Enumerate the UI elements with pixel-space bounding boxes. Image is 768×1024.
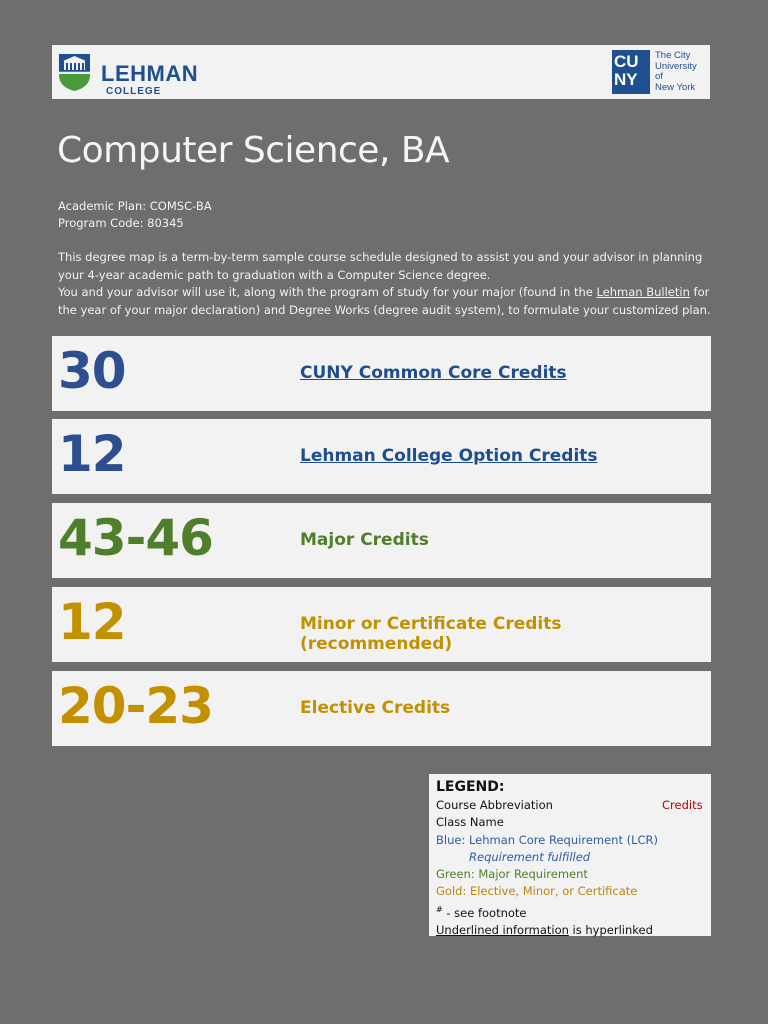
cuny-logo-box	[612, 50, 650, 94]
credit-card-major	[52, 503, 711, 578]
lehman-logo-text: LEHMAN	[101, 61, 199, 86]
credit-number: 12	[58, 425, 126, 483]
cuny-box-text: CU NY	[614, 52, 639, 89]
lehman-option-link[interactable]: Lehman College Option Credits	[300, 446, 598, 466]
legend-row	[436, 797, 711, 814]
credit-number: 30	[58, 342, 126, 400]
legend-hyperlink	[436, 922, 711, 939]
legend-requirement-fulfilled: Requirement fulfilled	[469, 849, 591, 864]
legend-class-name: Class Name	[436, 815, 504, 830]
credit-number: 43-46	[58, 509, 213, 567]
legend-heading: LEGEND:	[436, 779, 505, 795]
lehman-bulletin-link[interactable]: Lehman Bulletin	[596, 285, 690, 299]
cuny-text-line: of	[655, 71, 663, 82]
legend-green: Green: Major Requirement	[436, 867, 588, 882]
hyperlinked-text: is hyperlinked	[568, 922, 653, 937]
footnote-mark: #	[436, 904, 443, 914]
cuny-common-core-link[interactable]: CUNY Common Core Credits	[300, 363, 567, 383]
description-line: This degree map is a term-by-term sample course schedule designed to assist you and your advisor in planning	[58, 250, 703, 264]
credit-card-lehman-option	[52, 419, 711, 494]
credit-label: Major Credits	[300, 530, 429, 550]
academic-plan: Academic Plan: COMSC-BA	[58, 199, 212, 213]
credit-label: Minor or Certificate Credits (recommended)	[300, 614, 562, 654]
credit-card-minor	[52, 587, 711, 662]
legend-credits: Credits	[662, 798, 703, 812]
legend-footnote	[436, 901, 711, 922]
legend-box	[429, 774, 711, 936]
cuny-text-line: The City	[655, 50, 691, 61]
credit-card-cuny-core	[52, 336, 711, 411]
description-line: the year of your major declaration) and Degree Works (degree audit system), to formulate your customized plan.	[58, 302, 711, 317]
description-text: for	[689, 285, 710, 299]
header-bar	[52, 45, 710, 99]
lehman-shield-icon	[58, 53, 91, 92]
footnote-text: - see footnote	[442, 905, 527, 920]
credit-label: Elective Credits	[300, 698, 451, 718]
underlined-info: Underlined information	[436, 922, 569, 937]
description-line: your 4-year academic path to graduation with a Computer Science degree.	[58, 267, 491, 282]
page-title: Computer Science, BA	[57, 130, 450, 171]
program-meta	[58, 198, 212, 232]
description-text: You and your advisor will use it, along with the program of study for your major (found in the	[58, 285, 597, 299]
legend-blue: Blue: Lehman Core Requirement (LCR)	[436, 832, 659, 847]
program-code: Program Code: 80345	[58, 216, 184, 230]
credit-number: 12	[58, 593, 126, 651]
credit-card-elective	[52, 671, 711, 746]
lehman-college-logo[interactable]	[58, 51, 218, 95]
cuny-text-line: University	[655, 60, 697, 72]
cuny-logo-text	[655, 51, 697, 93]
credit-number: 20-23	[58, 677, 213, 735]
lehman-logo-subtext: COLLEGE	[106, 86, 162, 97]
description	[58, 249, 718, 319]
legend-course-abbreviation: Course Abbreviation	[436, 798, 553, 812]
cuny-logo[interactable]	[612, 50, 702, 94]
description-line	[58, 284, 718, 302]
legend-gold: Gold: Elective, Minor, or Certificate	[436, 884, 638, 899]
cuny-text-line: New York	[655, 81, 696, 93]
